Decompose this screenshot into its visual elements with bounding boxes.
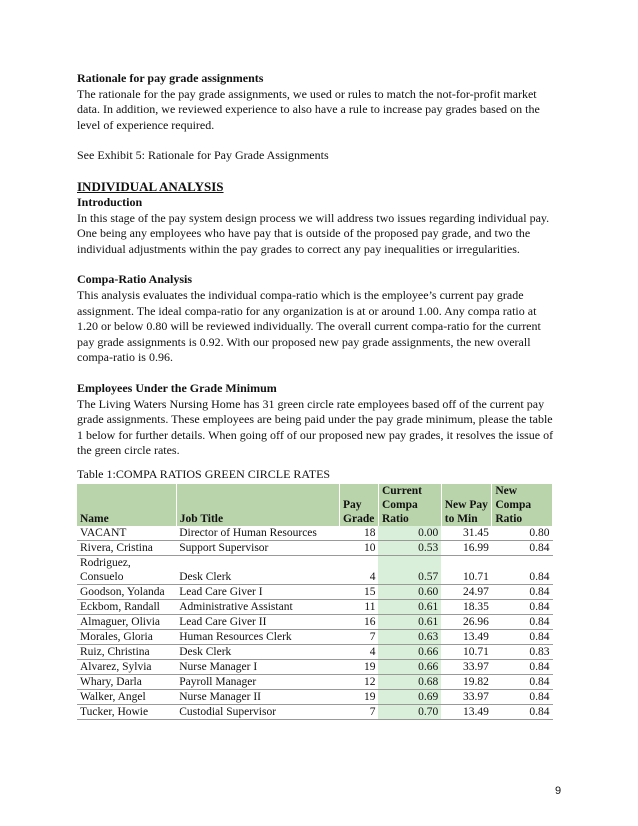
cell-new: 0.84 [492, 630, 553, 645]
exhibit-reference: See Exhibit 5: Rationale for Pay Grade Assignments [77, 148, 329, 163]
cell-new: 0.84 [492, 541, 553, 556]
cell-job: Nurse Manager I [176, 660, 339, 675]
cell-min: 13.49 [441, 630, 492, 645]
cell-name: Morales, Gloria [77, 630, 176, 645]
table-row [77, 705, 553, 720]
green-circle-table [77, 484, 553, 720]
cell-new: 0.84 [492, 660, 553, 675]
cell-grade: 19 [340, 660, 379, 675]
cell-new: 0.84 [492, 705, 553, 720]
document-page [77, 71, 557, 720]
table-row [77, 630, 553, 645]
cell-grade: 4 [340, 556, 379, 585]
cell-current: 0.60 [378, 585, 441, 600]
cell-job: Desk Clerk [176, 645, 339, 660]
table-row [77, 526, 553, 541]
cell-job: Desk Clerk [176, 556, 339, 585]
cell-name: VACANT [77, 526, 176, 541]
cell-name: Alvarez, Sylvia [77, 660, 176, 675]
cell-name: Rodriguez, Consuelo [77, 556, 176, 585]
table-row [77, 585, 553, 600]
cell-min: 10.71 [441, 556, 492, 585]
cell-grade: 15 [340, 585, 379, 600]
cell-new: 0.84 [492, 690, 553, 705]
cell-current: 0.66 [378, 645, 441, 660]
cell-current: 0.53 [378, 541, 441, 556]
cell-new: 0.84 [492, 675, 553, 690]
table-header-row [77, 484, 553, 526]
cell-job: Payroll Manager [176, 675, 339, 690]
cell-job: Nurse Manager II [176, 690, 339, 705]
table-row [77, 660, 553, 675]
cell-grade: 10 [340, 541, 379, 556]
introduction-heading: Introduction [77, 194, 143, 209]
header-name: Name [77, 484, 176, 526]
cell-grade: 19 [340, 690, 379, 705]
cell-grade: 11 [340, 600, 379, 615]
cell-current: 0.70 [378, 705, 441, 720]
cell-current: 0.61 [378, 600, 441, 615]
table-row [77, 615, 553, 630]
introduction-text: In this stage of the pay system design process we will address two issues regarding individual pay. One being any employees who have pay that is outside of the proposed pay grade, and two the individual adjustments within the pay grades to correct any pay inequalities or irregularities. [77, 210, 550, 256]
cell-min: 13.49 [441, 705, 492, 720]
cell-current: 0.57 [378, 556, 441, 585]
cell-current: 0.69 [378, 690, 441, 705]
individual-analysis-heading: INDIVIDUAL ANALYSIS [77, 178, 224, 194]
cell-name: Tucker, Howie [77, 705, 176, 720]
cell-name: Walker, Angel [77, 690, 176, 705]
table-row [77, 645, 553, 660]
cell-grade: 7 [340, 630, 379, 645]
cell-current: 0.00 [378, 526, 441, 541]
cell-grade: 4 [340, 645, 379, 660]
header-current-compa: Current Compa Ratio [378, 484, 441, 526]
cell-job: Support Supervisor [176, 541, 339, 556]
cell-min: 24.97 [441, 585, 492, 600]
compa-ratio-heading: Compa-Ratio Analysis [77, 272, 193, 287]
cell-min: 18.35 [441, 600, 492, 615]
under-minimum-heading: Employees Under the Grade Minimum [77, 380, 277, 395]
compa-ratio-text: This analysis evaluates the individual compa-ratio which is the employee’s current pay grade assignment. The ideal compa-ratio for any organization is at or around 1.00. Any compa ratio at 1.20 or below 0.80 will be reviewed individually. The overall current compa-ratio for the current pay grade assignments is 0.92. With our proposed new pay grade assignments, the new overall compa-ratio is 0.96. [77, 287, 541, 365]
header-new-compa: New Compa Ratio [492, 484, 553, 526]
page-number: 9 [555, 785, 562, 797]
table-row [77, 600, 553, 615]
cell-new: 0.84 [492, 615, 553, 630]
header-job-title: Job Title [176, 484, 339, 526]
cell-name: Eckbom, Randall [77, 600, 176, 615]
cell-current: 0.63 [378, 630, 441, 645]
cell-min: 33.97 [441, 660, 492, 675]
cell-name: Whary, Darla [77, 675, 176, 690]
cell-current: 0.61 [378, 615, 441, 630]
cell-job: Custodial Supervisor [176, 705, 339, 720]
cell-new: 0.80 [492, 526, 553, 541]
cell-min: 10.71 [441, 645, 492, 660]
table-row [77, 556, 553, 585]
under-minimum-text: The Living Waters Nursing Home has 31 green circle rate employees based off of the current pay grade assignments. These employees are being paid under the pay grade minimum, please the table 1 below for further details. When going off of our proposed new pay grades, it resolves the issue of the green circle rates. [77, 396, 554, 458]
cell-job: Human Resources Clerk [176, 630, 339, 645]
cell-job: Administrative Assistant [176, 600, 339, 615]
cell-job: Lead Care Giver I [176, 585, 339, 600]
table-row [77, 675, 553, 690]
cell-name: Ruiz, Christina [77, 645, 176, 660]
rationale-text: The rationale for the pay grade assignments, we used or rules to match the not-for-profit market data. In addition, we reviewed experience to also have a rule to increase pay grades based on the level of experience required. [77, 86, 540, 132]
cell-min: 31.45 [441, 526, 492, 541]
cell-new: 0.84 [492, 585, 553, 600]
cell-grade: 7 [340, 705, 379, 720]
cell-name: Rivera, Cristina [77, 541, 176, 556]
cell-grade: 16 [340, 615, 379, 630]
cell-min: 26.96 [441, 615, 492, 630]
cell-new: 0.83 [492, 645, 553, 660]
cell-name: Goodson, Yolanda [77, 585, 176, 600]
rationale-heading: Rationale for pay grade assignments [77, 71, 264, 85]
cell-current: 0.68 [378, 675, 441, 690]
cell-grade: 18 [340, 526, 379, 541]
cell-new: 0.84 [492, 600, 553, 615]
cell-job: Lead Care Giver II [176, 615, 339, 630]
table-caption: Table 1:COMPA RATIOS GREEN CIRCLE RATES [77, 466, 331, 481]
header-new-pay-min: New Pay to Min [441, 484, 492, 526]
cell-min: 16.99 [441, 541, 492, 556]
table-row [77, 690, 553, 705]
table-row [77, 541, 553, 556]
header-pay-grade: Pay Grade [340, 484, 379, 526]
cell-min: 19.82 [441, 675, 492, 690]
cell-new: 0.84 [492, 556, 553, 585]
cell-current: 0.66 [378, 660, 441, 675]
cell-job: Director of Human Resources [176, 526, 339, 541]
cell-grade: 12 [340, 675, 379, 690]
cell-min: 33.97 [441, 690, 492, 705]
cell-name: Almaguer, Olivia [77, 615, 176, 630]
